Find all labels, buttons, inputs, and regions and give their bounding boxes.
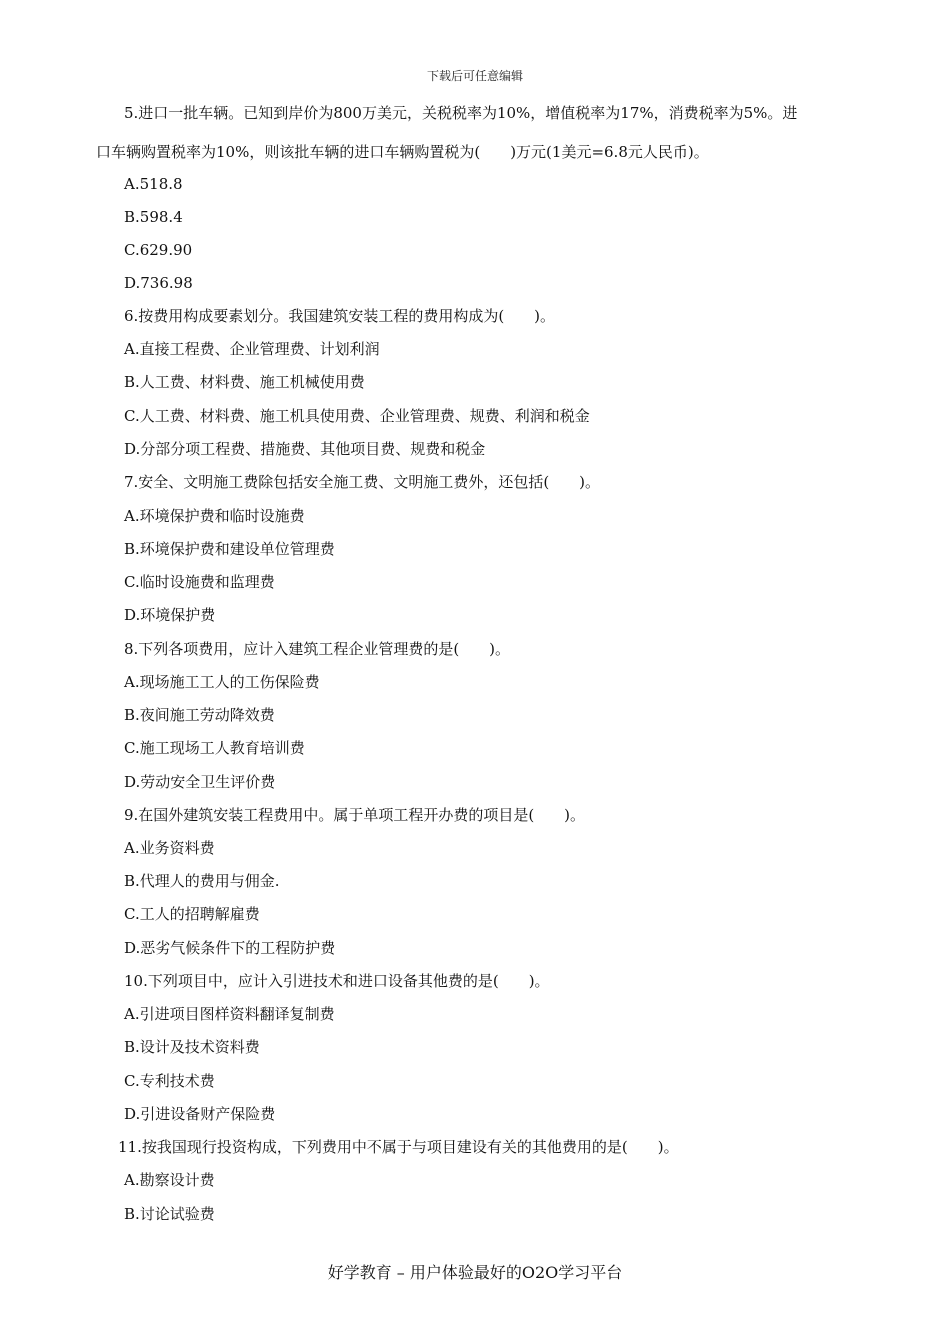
question-7-option-a: A.环境保护费和临时设施费: [124, 507, 305, 525]
page-footer: 好学教育 – 用户体验最好的O2O学习平台: [327, 1263, 623, 1282]
question-5-option-b: B.598.4: [124, 208, 183, 226]
question-9-option-c: C.工人的招聘解雇费: [124, 905, 260, 923]
question-8-option-a: A.现场施工工人的工伤保险费: [124, 673, 320, 691]
question-10-option-b: B.设计及技术资料费: [124, 1038, 260, 1056]
question-9-stem: 9.在国外建筑安装工程费用中。属于单项工程开办费的项目是( )。: [124, 806, 586, 824]
question-6-stem: 6.按费用构成要素划分。我国建筑安装工程的费用构成为( )。: [124, 307, 556, 325]
question-6-option-d: D.分部分项工程费、措施费、其他项目费、规费和税金: [124, 440, 486, 458]
question-6-option-b: B.人工费、材料费、施工机械使用费: [124, 373, 365, 391]
question-6-option-a: A.直接工程费、企业管理费、计划利润: [124, 340, 380, 358]
question-9-option-a: A.业务资料费: [124, 839, 215, 857]
question-8-option-c: C.施工现场工人教育培训费: [124, 739, 305, 757]
question-7-option-b: B.环境保护费和建设单位管理费: [124, 540, 335, 558]
page-header: 下载后可任意编辑: [426, 69, 523, 83]
question-6-option-c: C.人工费、材料费、施工机具使用费、企业管理费、规费、利润和税金: [124, 407, 590, 425]
question-11-stem: 11.按我国现行投资构成，下列费用中不属于与项目建设有关的其他费用的是( )。: [118, 1138, 679, 1156]
question-8-option-b: B.夜间施工劳动降效费: [124, 706, 275, 724]
question-10-option-c: C.专利技术费: [124, 1072, 215, 1090]
question-10-stem: 10.下列项目中，应计入引进技术和进口设备其他费的是( )。: [124, 972, 550, 990]
question-10-option-a: A.引进项目图样资料翻译复制费: [124, 1005, 335, 1023]
question-11-option-b: B.讨论试验费: [124, 1205, 215, 1223]
question-5-option-d: D.736.98: [124, 274, 193, 292]
question-11-option-a: A.勘察设计费: [124, 1171, 215, 1189]
question-5-option-c: C.629.90: [124, 241, 193, 259]
question-5-option-a: A.518.8: [124, 175, 183, 193]
question-8-option-d: D.劳动安全卫生评价费: [124, 773, 276, 791]
question-5-stem: 5.进口一批车辆。已知到岸价为800万美元，关税税率为10%，增值税率为17%，消费税率为5%。进: [124, 104, 798, 122]
question-9-option-d: D.恶劣气候条件下的工程防护费: [124, 939, 336, 957]
question-7-stem: 7.安全、文明施工费除包括安全施工费、文明施工费外，还包括( )。: [124, 473, 601, 491]
question-7-option-d: D.环境保护费: [124, 606, 216, 624]
question-9-option-b: B.代理人的费用与佣金.: [124, 872, 280, 890]
question-10-option-d: D.引进设备财产保险费: [124, 1105, 276, 1123]
question-8-stem: 8.下列各项费用，应计入建筑工程企业管理费的是( )。: [124, 640, 511, 658]
question-5-stem-continued: 口车辆购置税率为10%，则该批车辆的进口车辆购置税为( )万元(1美元=6.8元人民币)。: [96, 143, 709, 161]
question-7-option-c: C.临时设施费和监理费: [124, 573, 275, 591]
